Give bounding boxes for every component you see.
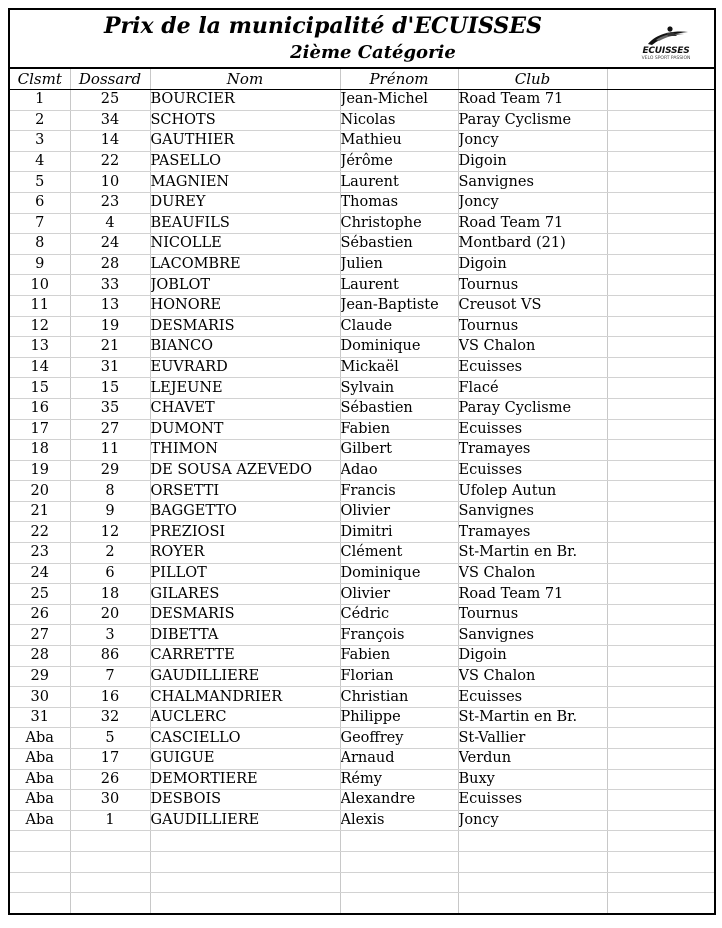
empty-cell: [340, 831, 458, 852]
rank-cell: 4: [10, 151, 70, 172]
empty-cell: [607, 749, 714, 770]
table-row: [10, 666, 714, 687]
club-cell: Tournus: [458, 604, 607, 625]
last-name-cell: SCHOTS: [150, 110, 340, 131]
bib-cell: 26: [70, 769, 150, 790]
club-cell: Ecuisses: [458, 419, 607, 440]
club-cell: VS Chalon: [458, 563, 607, 584]
bib-cell: 30: [70, 790, 150, 811]
bib-cell: 86: [70, 646, 150, 667]
club-cell: Road Team 71: [458, 213, 607, 234]
last-name-cell: GAUTHIER: [150, 131, 340, 152]
rank-cell: 22: [10, 522, 70, 543]
table-row: [10, 316, 714, 337]
empty-cell: [150, 872, 340, 893]
last-name-cell: MAGNIEN: [150, 172, 340, 193]
column-header-nom: Nom: [150, 69, 340, 90]
club-cell: Road Team 71: [458, 90, 607, 111]
empty-cell: [607, 151, 714, 172]
last-name-cell: PILLOT: [150, 563, 340, 584]
empty-cell: [70, 893, 150, 914]
rank-cell: 6: [10, 192, 70, 213]
last-name-cell: LACOMBRE: [150, 254, 340, 275]
empty-cell: [607, 666, 714, 687]
last-name-cell: HONORE: [150, 295, 340, 316]
first-name-cell: Jean-Michel: [340, 90, 458, 111]
last-name-cell: AUCLERC: [150, 707, 340, 728]
first-name-cell: Laurent: [340, 172, 458, 193]
club-cell: Buxy: [458, 769, 607, 790]
first-name-cell: Jean-Baptiste: [340, 295, 458, 316]
last-name-cell: THIMON: [150, 440, 340, 461]
bib-cell: 28: [70, 254, 150, 275]
bib-cell: 34: [70, 110, 150, 131]
table-header-row: [10, 69, 714, 90]
empty-cell: [607, 543, 714, 564]
rank-cell: 31: [10, 707, 70, 728]
last-name-cell: DIBETTA: [150, 625, 340, 646]
club-cell: Ecuisses: [458, 687, 607, 708]
bib-cell: 13: [70, 295, 150, 316]
bib-cell: 21: [70, 337, 150, 358]
first-name-cell: Christophe: [340, 213, 458, 234]
rank-cell: 19: [10, 460, 70, 481]
first-name-cell: Claude: [340, 316, 458, 337]
empty-row: [10, 851, 714, 872]
bib-cell: 3: [70, 625, 150, 646]
last-name-cell: DESBOIS: [150, 790, 340, 811]
rank-cell: 7: [10, 213, 70, 234]
rank-cell: Aba: [10, 769, 70, 790]
empty-cell: [607, 769, 714, 790]
club-cell: Flacé: [458, 378, 607, 399]
table-row: [10, 357, 714, 378]
first-name-cell: Dominique: [340, 337, 458, 358]
club-cell: Ecuisses: [458, 790, 607, 811]
last-name-cell: CHALMANDRIER: [150, 687, 340, 708]
club-cell: Road Team 71: [458, 584, 607, 605]
last-name-cell: CHAVET: [150, 398, 340, 419]
first-name-cell: Clément: [340, 543, 458, 564]
table-row: [10, 110, 714, 131]
rank-cell: 14: [10, 357, 70, 378]
empty-cell: [607, 398, 714, 419]
empty-cell: [607, 110, 714, 131]
empty-cell: [607, 707, 714, 728]
first-name-cell: Gilbert: [340, 440, 458, 461]
club-cell: Joncy: [458, 810, 607, 831]
empty-cell: [607, 419, 714, 440]
column-header-clsmt: Clsmt: [10, 69, 70, 90]
club-cell: Montbard (21): [458, 234, 607, 255]
empty-cell: [607, 851, 714, 872]
club-cell: St-Vallier: [458, 728, 607, 749]
first-name-cell: Nicolas: [340, 110, 458, 131]
first-name-cell: Olivier: [340, 584, 458, 605]
bib-cell: 17: [70, 749, 150, 770]
first-name-cell: Christian: [340, 687, 458, 708]
rank-cell: Aba: [10, 728, 70, 749]
last-name-cell: ORSETTI: [150, 481, 340, 502]
rank-cell: 10: [10, 275, 70, 296]
club-cell: St-Martin en Br.: [458, 543, 607, 564]
rank-cell: 12: [10, 316, 70, 337]
rank-cell: 17: [10, 419, 70, 440]
rank-cell: 24: [10, 563, 70, 584]
first-name-cell: Francis: [340, 481, 458, 502]
first-name-cell: Fabien: [340, 646, 458, 667]
table-row: [10, 481, 714, 502]
empty-cell: [607, 501, 714, 522]
table-row: [10, 769, 714, 790]
rank-cell: 9: [10, 254, 70, 275]
first-name-cell: Arnaud: [340, 749, 458, 770]
last-name-cell: GAUDILLIERE: [150, 666, 340, 687]
last-name-cell: DESMARIS: [150, 316, 340, 337]
first-name-cell: Cédric: [340, 604, 458, 625]
last-name-cell: LEJEUNE: [150, 378, 340, 399]
empty-row: [10, 872, 714, 893]
rank-cell: 29: [10, 666, 70, 687]
empty-cell: [607, 357, 714, 378]
first-name-cell: Adao: [340, 460, 458, 481]
last-name-cell: DEMORTIERE: [150, 769, 340, 790]
table-row: [10, 234, 714, 255]
table-row: [10, 501, 714, 522]
table-row: [10, 419, 714, 440]
last-name-cell: DE SOUSA AZEVEDO: [150, 460, 340, 481]
empty-cell: [10, 893, 70, 914]
rank-cell: 28: [10, 646, 70, 667]
table-row: [10, 90, 714, 111]
empty-cell: [607, 90, 714, 111]
first-name-cell: Julien: [340, 254, 458, 275]
club-cell: St-Martin en Br.: [458, 707, 607, 728]
rank-cell: 8: [10, 234, 70, 255]
bib-cell: 33: [70, 275, 150, 296]
bib-cell: 19: [70, 316, 150, 337]
first-name-cell: Dimitri: [340, 522, 458, 543]
bib-cell: 27: [70, 419, 150, 440]
empty-cell: [607, 481, 714, 502]
empty-cell: [10, 851, 70, 872]
page-title: Prix de la municipalité d'ECUISSES: [104, 13, 542, 39]
club-cell: Sanvignes: [458, 172, 607, 193]
empty-cell: [607, 563, 714, 584]
table-row: [10, 625, 714, 646]
first-name-cell: Mathieu: [340, 131, 458, 152]
empty-cell: [70, 831, 150, 852]
club-cell: Sanvignes: [458, 501, 607, 522]
empty-cell: [458, 831, 607, 852]
empty-cell: [607, 728, 714, 749]
bib-cell: 7: [70, 666, 150, 687]
rank-cell: 26: [10, 604, 70, 625]
club-cell: Digoin: [458, 151, 607, 172]
rank-cell: 15: [10, 378, 70, 399]
ecuisses-logo: [626, 24, 706, 64]
empty-cell: [70, 851, 150, 872]
first-name-cell: Laurent: [340, 275, 458, 296]
rank-cell: 21: [10, 501, 70, 522]
bib-cell: 10: [70, 172, 150, 193]
empty-row: [10, 831, 714, 852]
cyclist-swoosh-icon: [646, 24, 690, 46]
empty-cell: [150, 831, 340, 852]
rank-cell: 23: [10, 543, 70, 564]
bib-cell: 32: [70, 707, 150, 728]
rank-cell: 1: [10, 90, 70, 111]
table-row: [10, 213, 714, 234]
empty-cell: [70, 872, 150, 893]
club-cell: Creusot VS: [458, 295, 607, 316]
table-row: [10, 192, 714, 213]
bib-cell: 22: [70, 151, 150, 172]
first-name-cell: Rémy: [340, 769, 458, 790]
rank-cell: 16: [10, 398, 70, 419]
bib-cell: 9: [70, 501, 150, 522]
rank-cell: Aba: [10, 810, 70, 831]
results-table: [10, 69, 714, 914]
last-name-cell: DUREY: [150, 192, 340, 213]
club-cell: Joncy: [458, 131, 607, 152]
empty-cell: [607, 337, 714, 358]
bib-cell: 1: [70, 810, 150, 831]
last-name-cell: GUIGUE: [150, 749, 340, 770]
club-cell: Paray Cyclisme: [458, 110, 607, 131]
column-header-prenom: Prénom: [340, 69, 458, 90]
first-name-cell: Sylvain: [340, 378, 458, 399]
first-name-cell: Mickaël: [340, 357, 458, 378]
table-row: [10, 172, 714, 193]
last-name-cell: BAGGETTO: [150, 501, 340, 522]
empty-cell: [607, 440, 714, 461]
empty-cell: [607, 625, 714, 646]
last-name-cell: DUMONT: [150, 419, 340, 440]
empty-cell: [607, 584, 714, 605]
column-header-dossard: Dossard: [70, 69, 150, 90]
empty-cell: [607, 131, 714, 152]
first-name-cell: Geoffrey: [340, 728, 458, 749]
bib-cell: 23: [70, 192, 150, 213]
table-row: [10, 749, 714, 770]
table-row: [10, 460, 714, 481]
last-name-cell: PASELLO: [150, 151, 340, 172]
empty-cell: [607, 893, 714, 914]
bib-cell: 2: [70, 543, 150, 564]
empty-cell: [458, 872, 607, 893]
table-row: [10, 440, 714, 461]
empty-cell: [607, 254, 714, 275]
last-name-cell: PREZIOSI: [150, 522, 340, 543]
club-cell: Tramayes: [458, 440, 607, 461]
last-name-cell: CASCIELLO: [150, 728, 340, 749]
sheet-header: [10, 10, 714, 69]
empty-cell: [150, 851, 340, 872]
rank-cell: 25: [10, 584, 70, 605]
club-cell: Joncy: [458, 192, 607, 213]
bib-cell: 20: [70, 604, 150, 625]
rank-cell: 13: [10, 337, 70, 358]
empty-cell: [150, 893, 340, 914]
column-header-empty: [607, 69, 714, 90]
table-row: [10, 131, 714, 152]
table-row: [10, 398, 714, 419]
empty-cell: [607, 172, 714, 193]
first-name-cell: Olivier: [340, 501, 458, 522]
empty-row: [10, 893, 714, 914]
last-name-cell: GAUDILLIERE: [150, 810, 340, 831]
rank-cell: 2: [10, 110, 70, 131]
bib-cell: 6: [70, 563, 150, 584]
table-row: [10, 563, 714, 584]
last-name-cell: GILARES: [150, 584, 340, 605]
last-name-cell: DESMARIS: [150, 604, 340, 625]
empty-cell: [607, 872, 714, 893]
first-name-cell: Jérôme: [340, 151, 458, 172]
bib-cell: 31: [70, 357, 150, 378]
bib-cell: 8: [70, 481, 150, 502]
table-row: [10, 543, 714, 564]
last-name-cell: BOURCIER: [150, 90, 340, 111]
bib-cell: 12: [70, 522, 150, 543]
empty-cell: [10, 831, 70, 852]
first-name-cell: Dominique: [340, 563, 458, 584]
table-row: [10, 275, 714, 296]
table-row: [10, 295, 714, 316]
rank-cell: 5: [10, 172, 70, 193]
club-cell: Paray Cyclisme: [458, 398, 607, 419]
empty-cell: [607, 316, 714, 337]
rank-cell: 27: [10, 625, 70, 646]
empty-cell: [607, 831, 714, 852]
empty-cell: [607, 646, 714, 667]
last-name-cell: ROYER: [150, 543, 340, 564]
club-cell: Digoin: [458, 646, 607, 667]
first-name-cell: Thomas: [340, 192, 458, 213]
club-cell: Ufolep Autun: [458, 481, 607, 502]
empty-cell: [607, 522, 714, 543]
bib-cell: 15: [70, 378, 150, 399]
empty-cell: [607, 687, 714, 708]
table-row: [10, 151, 714, 172]
bib-cell: 5: [70, 728, 150, 749]
club-cell: Tournus: [458, 316, 607, 337]
empty-cell: [458, 893, 607, 914]
table-row: [10, 522, 714, 543]
bib-cell: 18: [70, 584, 150, 605]
empty-cell: [607, 790, 714, 811]
table-row: [10, 790, 714, 811]
table-row: [10, 584, 714, 605]
empty-cell: [607, 460, 714, 481]
last-name-cell: NICOLLE: [150, 234, 340, 255]
rank-cell: Aba: [10, 790, 70, 811]
logo-tagline: VELO SPORT PASSION: [641, 56, 691, 61]
club-cell: Ecuisses: [458, 357, 607, 378]
empty-cell: [340, 893, 458, 914]
first-name-cell: Fabien: [340, 419, 458, 440]
empty-cell: [340, 851, 458, 872]
rank-cell: Aba: [10, 749, 70, 770]
first-name-cell: Florian: [340, 666, 458, 687]
last-name-cell: BIANCO: [150, 337, 340, 358]
first-name-cell: Alexandre: [340, 790, 458, 811]
empty-cell: [458, 851, 607, 872]
empty-cell: [607, 234, 714, 255]
bib-cell: 29: [70, 460, 150, 481]
rank-cell: 18: [10, 440, 70, 461]
club-cell: Tramayes: [458, 522, 607, 543]
rank-cell: 3: [10, 131, 70, 152]
empty-cell: [340, 872, 458, 893]
empty-cell: [607, 275, 714, 296]
rank-cell: 11: [10, 295, 70, 316]
last-name-cell: CARRETTE: [150, 646, 340, 667]
club-cell: Digoin: [458, 254, 607, 275]
club-cell: Verdun: [458, 749, 607, 770]
rank-cell: 20: [10, 481, 70, 502]
last-name-cell: EUVRARD: [150, 357, 340, 378]
empty-cell: [607, 810, 714, 831]
table-row: [10, 646, 714, 667]
rank-cell: 30: [10, 687, 70, 708]
empty-cell: [607, 213, 714, 234]
club-cell: Tournus: [458, 275, 607, 296]
empty-cell: [607, 192, 714, 213]
first-name-cell: François: [340, 625, 458, 646]
table-row: [10, 810, 714, 831]
bib-cell: 24: [70, 234, 150, 255]
bib-cell: 14: [70, 131, 150, 152]
table-row: [10, 687, 714, 708]
table-row: [10, 378, 714, 399]
results-body: [10, 90, 714, 914]
club-cell: Ecuisses: [458, 460, 607, 481]
empty-cell: [607, 378, 714, 399]
club-cell: VS Chalon: [458, 337, 607, 358]
results-sheet: [8, 8, 716, 915]
column-header-club: Club: [458, 69, 607, 90]
category-subtitle: 2ième Catégorie: [290, 42, 456, 63]
first-name-cell: Sébastien: [340, 234, 458, 255]
bib-cell: 4: [70, 213, 150, 234]
table-row: [10, 707, 714, 728]
table-row: [10, 254, 714, 275]
table-row: [10, 337, 714, 358]
club-cell: Sanvignes: [458, 625, 607, 646]
bib-cell: 11: [70, 440, 150, 461]
first-name-cell: Alexis: [340, 810, 458, 831]
logo-wordmark: ECUISSES: [642, 46, 690, 56]
last-name-cell: JOBLOT: [150, 275, 340, 296]
table-row: [10, 604, 714, 625]
last-name-cell: BEAUFILS: [150, 213, 340, 234]
empty-cell: [607, 295, 714, 316]
bib-cell: 16: [70, 687, 150, 708]
bib-cell: 25: [70, 90, 150, 111]
first-name-cell: Sébastien: [340, 398, 458, 419]
first-name-cell: Philippe: [340, 707, 458, 728]
club-cell: VS Chalon: [458, 666, 607, 687]
empty-cell: [10, 872, 70, 893]
empty-cell: [607, 604, 714, 625]
bib-cell: 35: [70, 398, 150, 419]
table-row: [10, 728, 714, 749]
